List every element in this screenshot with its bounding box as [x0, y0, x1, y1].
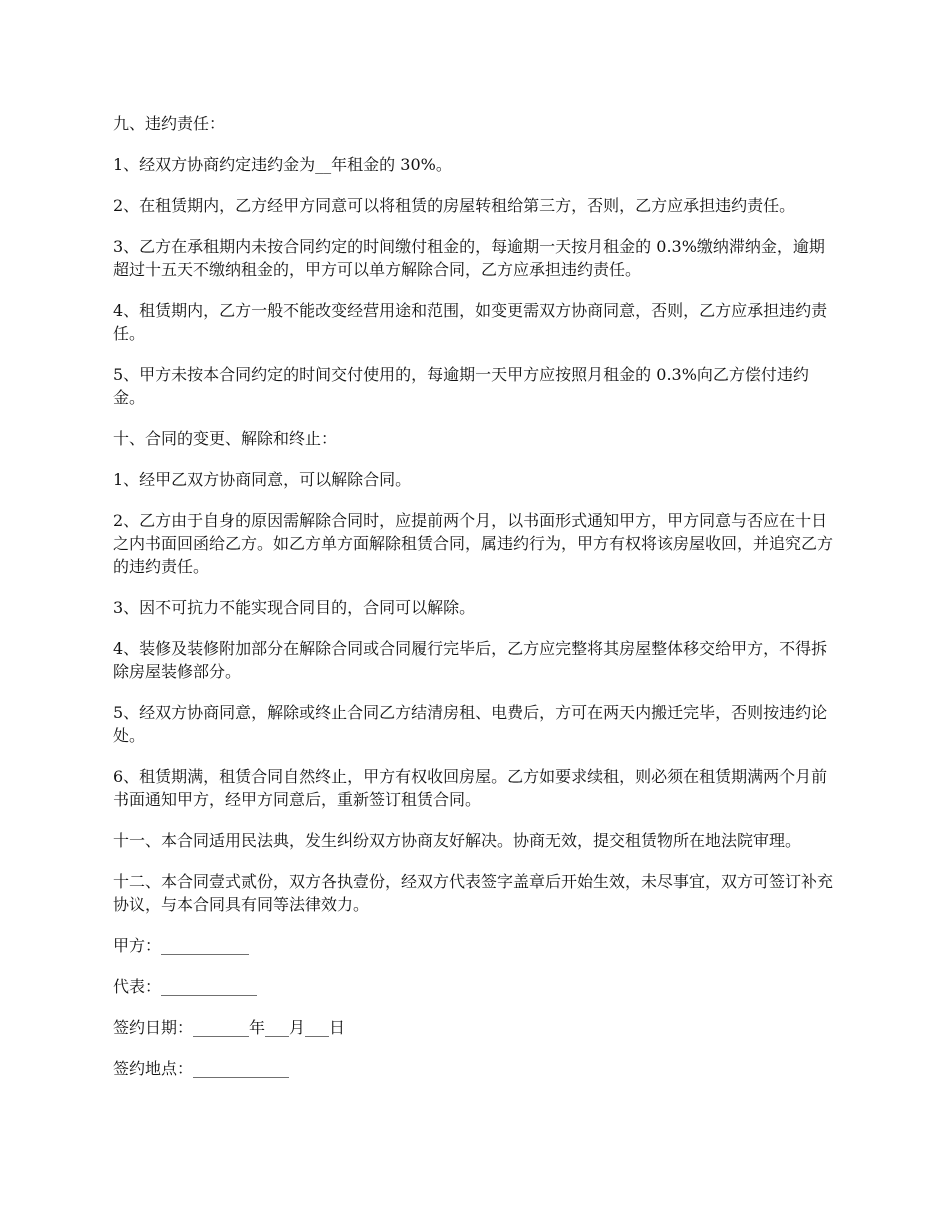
clause-paragraph: 6、租赁期满，租赁合同自然终止，甲方有权收回房屋。乙方如要求续租，则必须在租赁期满两个月前书面通知甲方，经甲方同意后，重新签订租赁合同。	[113, 767, 828, 809]
signature-date: 签约日期：_______年___月___日	[113, 1018, 346, 1037]
section-governing-law: 十一、本合同适用民法典，发生纠纷双方协商友好解决。协商无效，提交租赁物所在地法院审理。	[113, 831, 802, 850]
document-page	[113, 112, 833, 1098]
clause-paragraph: 4、装修及装修附加部分在解除合同或合同履行完毕后，乙方应完整将其房屋整体移交给甲方，不得拆除房屋装修部分。	[113, 639, 828, 681]
signature-party-a: 甲方：___________	[113, 936, 250, 955]
clause-paragraph: 5、经双方协商同意，解除或终止合同乙方结清房租、电费后，方可在两天内搬迁完毕，否则按违约论处。	[113, 703, 828, 745]
signature-place: 签约地点：____________	[113, 1059, 290, 1078]
section-heading-termination: 十、合同的变更、解除和终止：	[113, 429, 338, 448]
clause-paragraph: 3、乙方在承租期内未按合同约定的时间缴付租金的，每逾期一天按月租金的 0.3%缴纳滞纳金，逾期超过十五天不缴纳租金的，甲方可以单方解除合同，乙方应承担违约责任。	[113, 237, 825, 279]
clause-paragraph: 2、乙方由于自身的原因需解除合同时，应提前两个月，以书面形式通知甲方，甲方同意与否应在十日之内书面回函给乙方。如乙方单方面解除租赁合同，属违约行为，甲方有权将该房屋收回，并追究乙方的违约责任。	[113, 511, 834, 576]
section-copies: 十二、本合同壹式贰份，双方各执壹份，经双方代表签字盖章后开始生效，未尽事宜，双方可签订补充协议，与本合同具有同等法律效力。	[113, 872, 834, 914]
clause-paragraph: 5、甲方未按本合同约定的时间交付使用的，每逾期一天甲方应按照月租金的 0.3%向乙方偿付违约金。	[113, 365, 809, 407]
signature-representative: 代表：____________	[113, 977, 258, 996]
section-heading-breach: 九、违约责任：	[113, 114, 226, 133]
clause-paragraph: 2、在租赁期内，乙方经甲方同意可以将租赁的房屋转租给第三方，否则，乙方应承担违约责任。	[113, 196, 796, 215]
clause-paragraph: 4、租赁期内，乙方一般不能改变经营用途和范围，如变更需双方协商同意，否则，乙方应承担违约责任。	[113, 301, 828, 343]
clause-paragraph: 1、经双方协商约定违约金为__年租金的 30%。	[113, 155, 452, 174]
clause-paragraph: 1、经甲乙双方协商同意，可以解除合同。	[113, 470, 412, 489]
clause-paragraph: 3、因不可抗力不能实现合同目的，合同可以解除。	[113, 598, 476, 617]
